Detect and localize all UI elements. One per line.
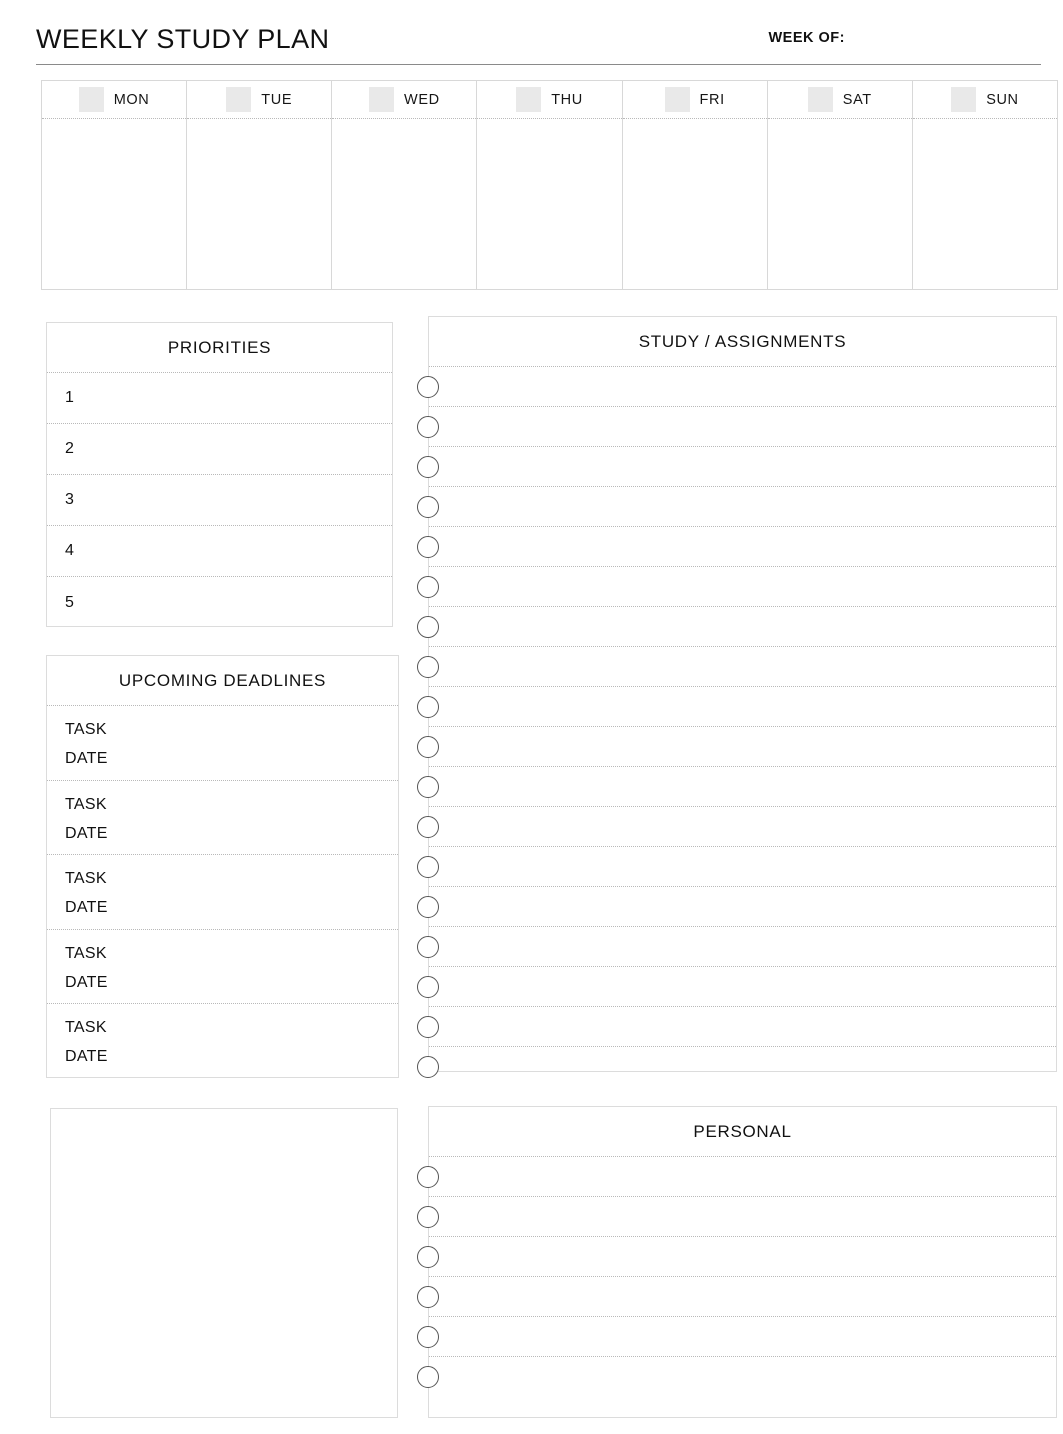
day-column-sun[interactable] xyxy=(913,81,1058,289)
day-write-area[interactable] xyxy=(768,119,912,289)
study-assignment-row[interactable] xyxy=(429,1047,1056,1087)
checkbox-circle-icon[interactable] xyxy=(417,656,439,678)
date-number-box[interactable] xyxy=(808,87,833,112)
personal-row[interactable] xyxy=(429,1317,1056,1357)
personal-row[interactable] xyxy=(429,1157,1056,1197)
date-number-box[interactable] xyxy=(516,87,541,112)
notes-box[interactable] xyxy=(50,1108,398,1418)
study-assignment-row[interactable] xyxy=(429,567,1056,607)
deadlines-title: UPCOMING DEADLINES xyxy=(47,656,398,706)
day-column-wed[interactable] xyxy=(332,81,477,289)
checkbox-circle-icon[interactable] xyxy=(417,1286,439,1308)
priority-row[interactable] xyxy=(47,373,392,424)
priorities-title: PRIORITIES xyxy=(47,323,392,373)
study-assignment-row[interactable] xyxy=(429,487,1056,527)
study-assignments-title: STUDY / ASSIGNMENTS xyxy=(429,317,1056,367)
study-assignment-row[interactable] xyxy=(429,767,1056,807)
deadline-task-label: TASK xyxy=(65,870,107,887)
checkbox-circle-icon[interactable] xyxy=(417,1016,439,1038)
checkbox-circle-icon[interactable] xyxy=(417,896,439,918)
priority-row[interactable] xyxy=(47,475,392,526)
checkbox-circle-icon[interactable] xyxy=(417,576,439,598)
priorities-panel xyxy=(46,322,393,627)
deadline-task-label: TASK xyxy=(65,1019,107,1036)
priority-number: 1 xyxy=(65,389,74,406)
deadlines-panel xyxy=(46,655,399,1078)
checkbox-circle-icon[interactable] xyxy=(417,536,439,558)
deadline-row[interactable] xyxy=(47,855,398,930)
day-header xyxy=(623,81,767,119)
day-label: MON xyxy=(113,91,150,108)
day-column-fri[interactable] xyxy=(623,81,768,289)
date-number-box[interactable] xyxy=(951,87,976,112)
day-write-area[interactable] xyxy=(42,119,186,289)
week-of-label: WEEK OF: xyxy=(768,30,845,46)
deadline-row[interactable] xyxy=(47,781,398,856)
checkbox-circle-icon[interactable] xyxy=(417,776,439,798)
day-label: THU xyxy=(551,91,583,108)
day-column-sat[interactable] xyxy=(768,81,913,289)
day-write-area[interactable] xyxy=(913,119,1057,289)
personal-row[interactable] xyxy=(429,1237,1056,1277)
week-day-grid xyxy=(41,80,1058,290)
priority-row[interactable] xyxy=(47,577,392,628)
deadline-date-label: DATE xyxy=(65,973,108,991)
day-column-thu[interactable] xyxy=(477,81,622,289)
checkbox-circle-icon[interactable] xyxy=(417,936,439,958)
checkbox-circle-icon[interactable] xyxy=(417,1206,439,1228)
day-header xyxy=(42,81,186,119)
study-assignment-row[interactable] xyxy=(429,727,1056,767)
checkbox-circle-icon[interactable] xyxy=(417,1326,439,1348)
deadline-task-label: TASK xyxy=(65,721,107,738)
deadline-row[interactable] xyxy=(47,706,398,781)
personal-rows xyxy=(429,1157,1056,1397)
checkbox-circle-icon[interactable] xyxy=(417,496,439,518)
deadline-row[interactable] xyxy=(47,1004,398,1079)
date-number-box[interactable] xyxy=(369,87,394,112)
priority-number: 4 xyxy=(65,542,74,559)
checkbox-circle-icon[interactable] xyxy=(417,376,439,398)
personal-row[interactable] xyxy=(429,1197,1056,1237)
personal-title: PERSONAL xyxy=(429,1107,1056,1157)
checkbox-circle-icon[interactable] xyxy=(417,976,439,998)
day-column-tue[interactable] xyxy=(187,81,332,289)
day-header xyxy=(768,81,912,119)
day-label: WED xyxy=(404,91,440,108)
day-column-mon[interactable] xyxy=(42,81,187,289)
checkbox-circle-icon[interactable] xyxy=(417,416,439,438)
study-assignment-row[interactable] xyxy=(429,807,1056,847)
study-assignment-row[interactable] xyxy=(429,447,1056,487)
day-label: SAT xyxy=(842,91,872,108)
day-write-area[interactable] xyxy=(623,119,767,289)
checkbox-circle-icon[interactable] xyxy=(417,816,439,838)
study-assignment-row[interactable] xyxy=(429,1007,1056,1047)
date-number-box[interactable] xyxy=(226,87,251,112)
priority-number: 2 xyxy=(65,440,74,457)
deadline-date-label: DATE xyxy=(65,824,108,842)
study-assignment-row[interactable] xyxy=(429,847,1056,887)
study-assignment-row[interactable] xyxy=(429,927,1056,967)
deadlines-rows xyxy=(47,706,398,1079)
study-assignments-panel xyxy=(428,316,1057,1072)
day-header xyxy=(913,81,1057,119)
day-header xyxy=(332,81,476,119)
day-label: SUN xyxy=(986,91,1019,108)
checkbox-circle-icon[interactable] xyxy=(417,736,439,758)
study-assignment-row[interactable] xyxy=(429,647,1056,687)
checkbox-circle-icon[interactable] xyxy=(417,1366,439,1388)
deadline-task-label: TASK xyxy=(65,795,107,813)
priority-number: 5 xyxy=(65,593,74,611)
deadline-row[interactable] xyxy=(47,930,398,1005)
study-assignment-row[interactable] xyxy=(429,407,1056,447)
day-header xyxy=(477,81,621,119)
checkbox-circle-icon[interactable] xyxy=(417,456,439,478)
page-title: WEEKLY STUDY PLAN xyxy=(36,24,330,54)
deadline-task-label: TASK xyxy=(65,944,107,962)
study-assignment-row[interactable] xyxy=(429,367,1056,407)
day-label: TUE xyxy=(261,91,293,108)
study-assignment-row[interactable] xyxy=(429,527,1056,567)
day-write-area[interactable] xyxy=(332,119,476,289)
personal-panel xyxy=(428,1106,1057,1418)
checkbox-circle-icon[interactable] xyxy=(417,616,439,638)
checkbox-circle-icon[interactable] xyxy=(417,696,439,718)
date-number-box[interactable] xyxy=(79,87,104,112)
personal-row[interactable] xyxy=(429,1357,1056,1397)
study-assignment-row[interactable] xyxy=(429,607,1056,647)
study-assignment-row[interactable] xyxy=(429,887,1056,927)
personal-row[interactable] xyxy=(429,1277,1056,1317)
deadline-date-label: DATE xyxy=(65,899,108,916)
priority-row[interactable] xyxy=(47,424,392,475)
day-label: FRI xyxy=(699,91,725,108)
priority-number: 3 xyxy=(65,491,74,508)
page-header xyxy=(36,22,1041,65)
day-write-area[interactable] xyxy=(187,119,331,289)
checkbox-circle-icon[interactable] xyxy=(417,1246,439,1268)
deadline-date-label: DATE xyxy=(65,750,108,767)
checkbox-circle-icon[interactable] xyxy=(417,1056,439,1078)
checkbox-circle-icon[interactable] xyxy=(417,856,439,878)
study-assignment-row[interactable] xyxy=(429,687,1056,727)
checkbox-circle-icon[interactable] xyxy=(417,1166,439,1188)
deadline-date-label: DATE xyxy=(65,1048,108,1065)
day-write-area[interactable] xyxy=(477,119,621,289)
date-number-box[interactable] xyxy=(665,87,690,112)
priorities-rows xyxy=(47,373,392,628)
study-assignments-rows xyxy=(429,367,1056,1087)
study-assignment-row[interactable] xyxy=(429,967,1056,1007)
day-header xyxy=(187,81,331,119)
priority-row[interactable] xyxy=(47,526,392,577)
